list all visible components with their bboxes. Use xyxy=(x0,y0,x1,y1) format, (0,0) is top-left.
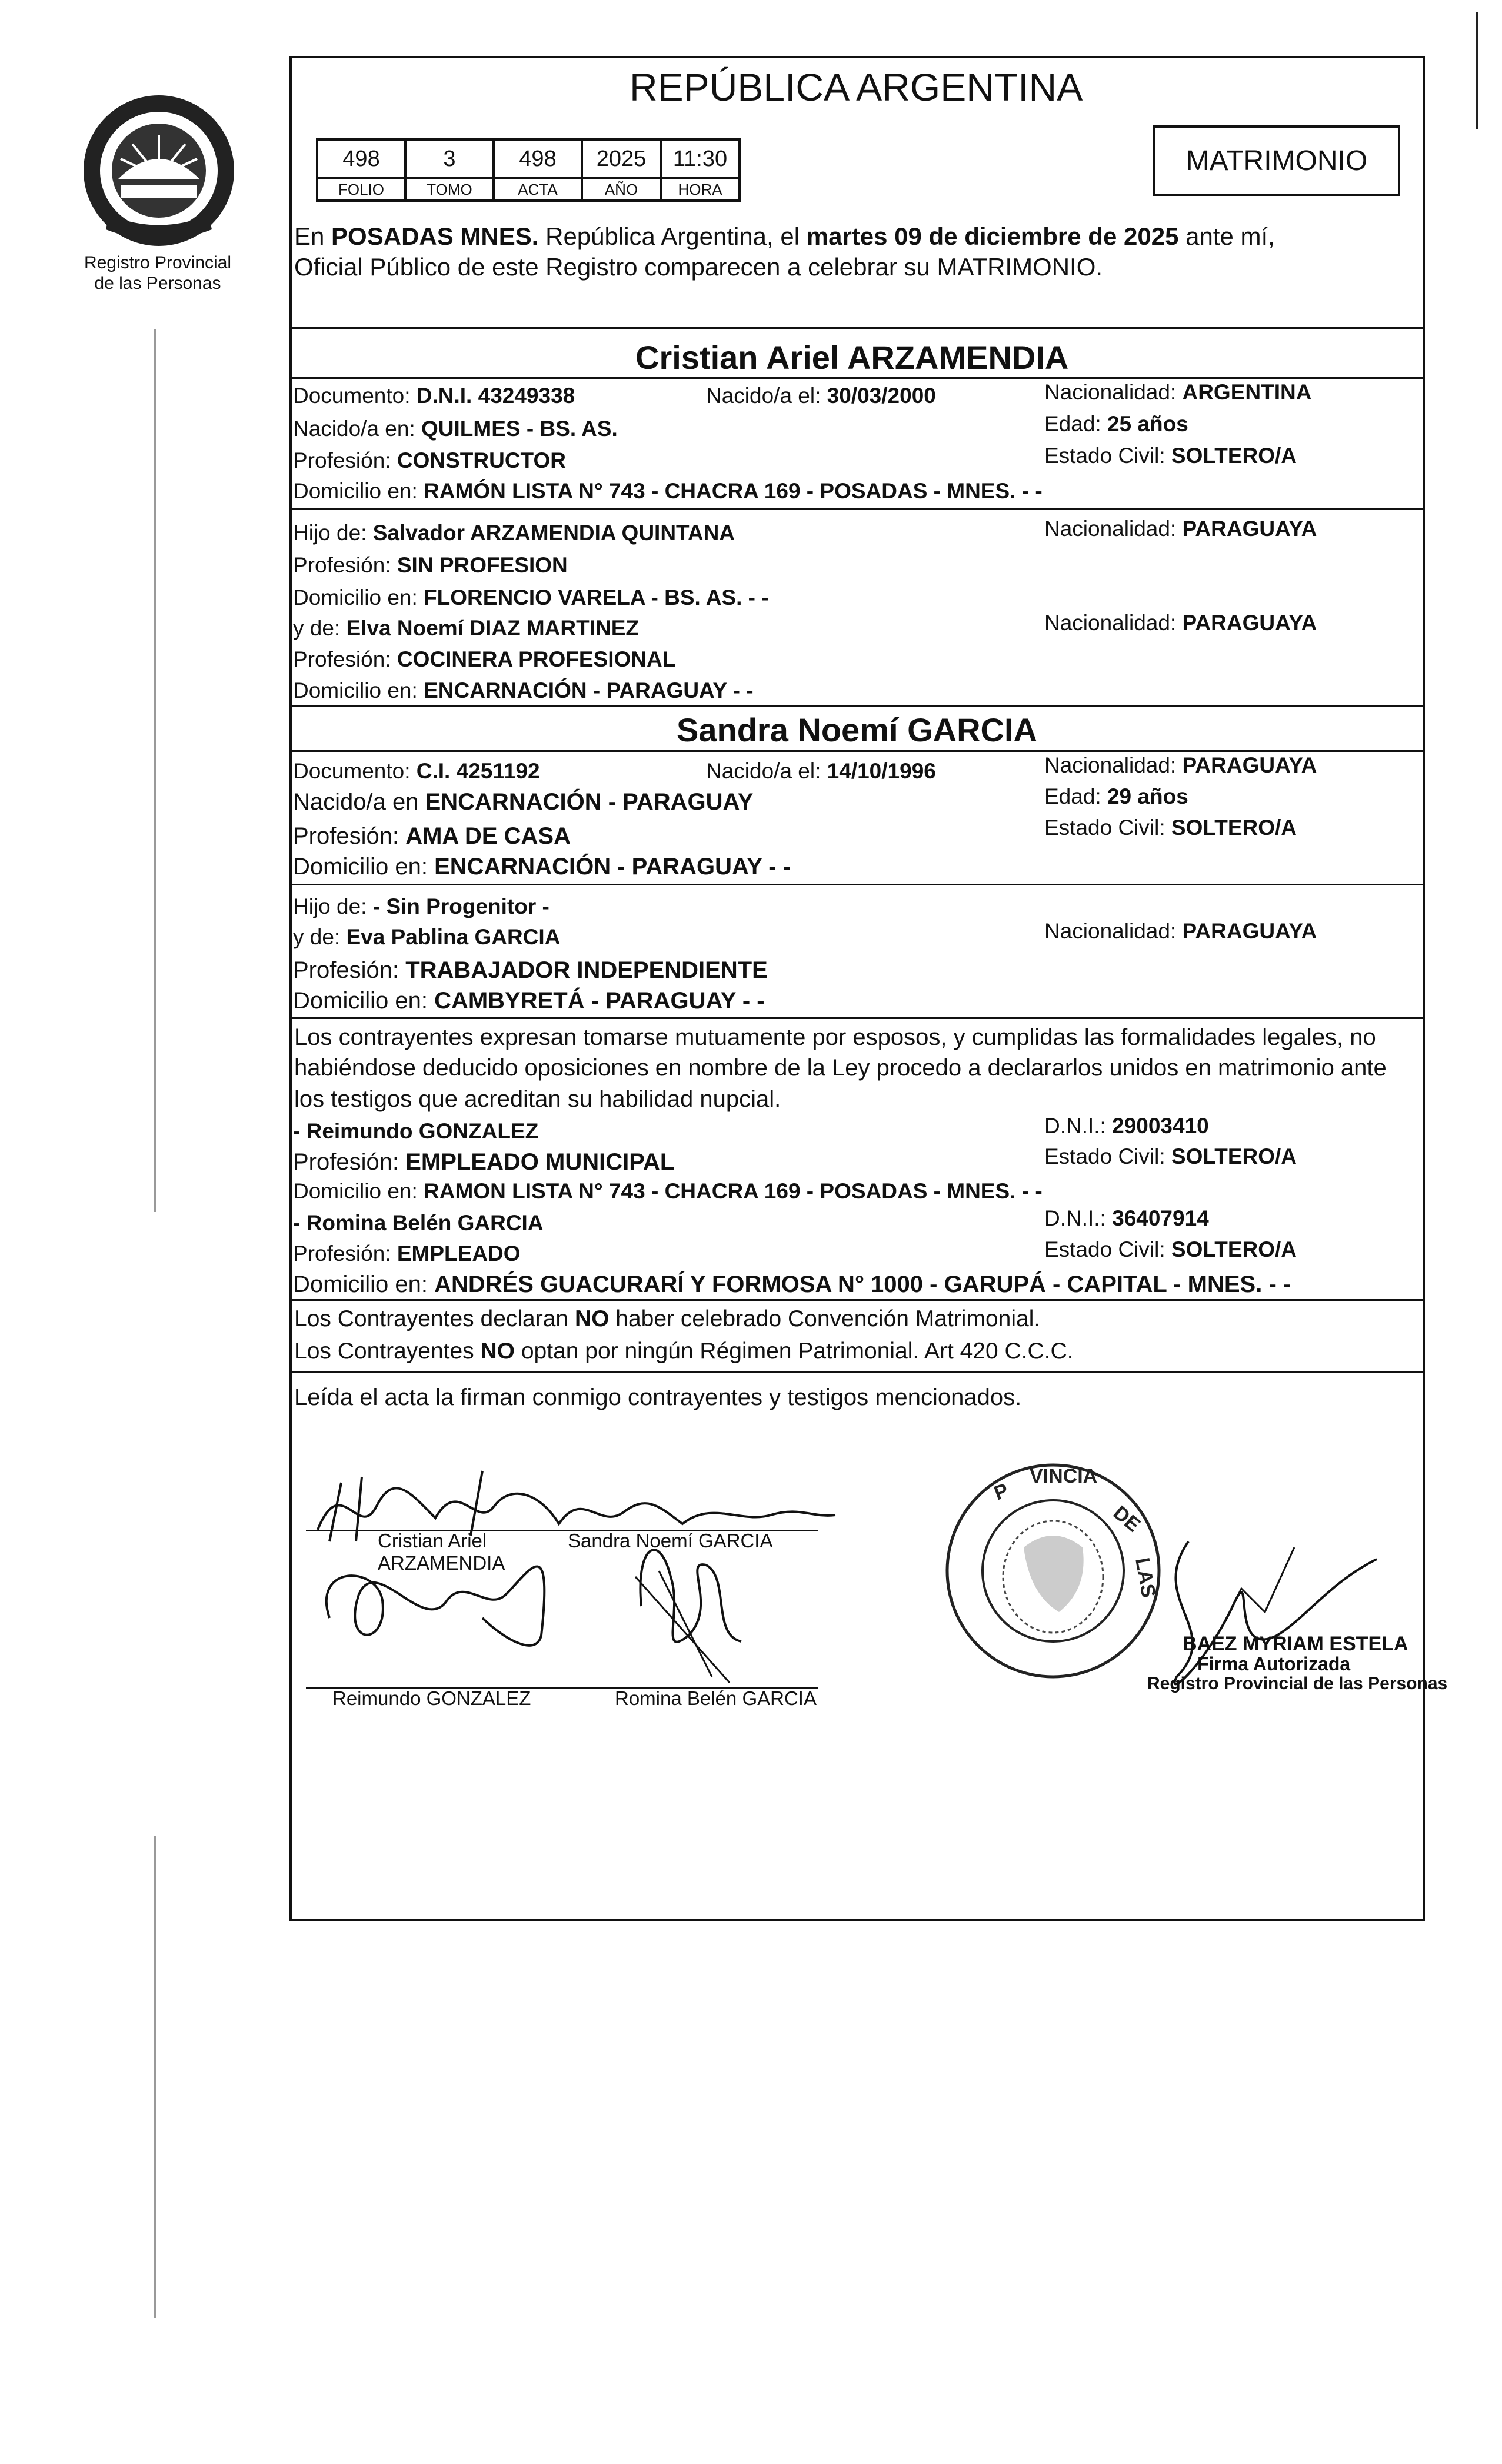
closing-statement: Leída el acta la firman conmigo contrayentes y testigos mencionados. xyxy=(294,1384,1022,1410)
intro-place: POSADAS MNES. xyxy=(331,222,539,250)
c2-document: Documento: C.I. 4251192 xyxy=(293,759,540,783)
witness2-address: Domicilio en: ANDRÉS GUACURARÍ Y FORMOSA N° 1000 - GARUPÁ - CAPITAL - MNES. - - xyxy=(293,1271,1291,1297)
signature-label-3: Reimundo GONZALEZ xyxy=(332,1687,531,1709)
signature-label-1-line1: Cristian Ariel xyxy=(378,1530,487,1551)
logo-caption-line1: Registro Provincial xyxy=(84,253,232,272)
c1-father-profession: Profesión: SIN PROFESION xyxy=(293,553,568,577)
declaration-line-1: Los contrayentes expresan tomarse mutuamente por esposos, y cumplidas las formalidades legales, no xyxy=(294,1024,1376,1050)
official-name: BAEZ MYRIAM ESTELA xyxy=(1183,1633,1408,1655)
c1-mother-profession: Profesión: COCINERA PROFESIONAL xyxy=(293,647,676,671)
document-type: MATRIMONIO xyxy=(1185,145,1368,177)
witness2-profession: Profesión: EMPLEADO xyxy=(293,1241,521,1266)
c2-age: Edad: 29 años xyxy=(1044,784,1188,808)
contrayente2-name: Sandra Noemí GARCIA xyxy=(677,711,1037,748)
c1-age: Edad: 25 años xyxy=(1044,412,1188,436)
document-type-box xyxy=(1153,125,1400,196)
c1-mother-address: Domicilio en: ENCARNACIÓN - PARAGUAY - - xyxy=(293,678,754,702)
agreement-regime: Los Contrayentes NO optan por ningún Régimen Patrimonial. Art 420 C.C.C. xyxy=(294,1338,1074,1364)
witness1-profession: Profesión: EMPLEADO MUNICIPAL xyxy=(293,1149,675,1175)
c1-address: Domicilio en: RAMÓN LISTA N° 743 - CHACRA 169 - POSADAS - MNES. - - xyxy=(293,479,1043,503)
c2-mother-nationality: Nacionalidad: PARAGUAYA xyxy=(1044,919,1317,943)
tomo-label: TOMO xyxy=(405,178,494,201)
registry-table xyxy=(316,138,741,202)
c2-civil-status: Estado Civil: SOLTERO/A xyxy=(1044,815,1297,840)
intro-line-1 xyxy=(294,222,1275,251)
margin-mark xyxy=(154,1836,156,2318)
intro-line-2: Oficial Público de este Registro comparecen a celebrar su MATRIMONIO. xyxy=(294,253,1103,281)
margin-mark xyxy=(154,329,156,1212)
svg-text:DE: DE xyxy=(1108,1501,1145,1537)
acta-value: 498 xyxy=(494,139,582,178)
signature-label-2: Sandra Noemí GARCIA xyxy=(568,1530,773,1551)
c1-civil-status: Estado Civil: SOLTERO/A xyxy=(1044,444,1297,468)
anio-label: AÑO xyxy=(582,178,661,201)
declaration-line-3: los testigos que acreditan su habilidad nupcial. xyxy=(294,1086,781,1112)
contrayente1-name: Cristian Ariel ARZAMENDIA xyxy=(635,339,1069,376)
logo-caption-line2: de las Personas xyxy=(94,273,221,293)
witness1-civil-status: Estado Civil: SOLTERO/A xyxy=(1044,1144,1297,1168)
divider xyxy=(289,1299,1425,1301)
c2-birthplace: Nacido/a en ENCARNACIÓN - PARAGUAY xyxy=(293,789,754,815)
c1-mother-nationality: Nacionalidad: PARAGUAYA xyxy=(1044,611,1317,635)
divider xyxy=(289,508,1425,510)
c1-father: Hijo de: Salvador ARZAMENDIA QUINTANA xyxy=(293,521,735,545)
witness1-dni: D.N.I.: 29003410 xyxy=(1044,1114,1209,1138)
logo-caption xyxy=(64,253,252,294)
agreement-convention: Los Contrayentes declaran NO haber celebrado Convención Matrimonial. xyxy=(294,1306,1041,1331)
divider xyxy=(289,1017,1425,1019)
signature-label-1 xyxy=(378,1530,505,1574)
c2-mother-profession: Profesión: TRABAJADOR INDEPENDIENTE xyxy=(293,957,768,983)
official-role: Firma Autorizada xyxy=(1197,1653,1351,1674)
declaration-line-2: habiéndose deducido oposiciones en nombre de la Ley procedo a declararlos unidos en matrimonio ante xyxy=(294,1055,1387,1081)
margin-mark xyxy=(1476,12,1478,129)
svg-text:P: P xyxy=(991,1479,1012,1505)
divider xyxy=(289,377,1425,379)
svg-text:VINCIA: VINCIA xyxy=(1030,1465,1098,1487)
divider xyxy=(289,705,1425,707)
divider xyxy=(289,884,1425,885)
c2-mother: y de: Eva Pablina GARCIA xyxy=(293,925,561,949)
witness2-name: - Romina Belén GARCIA xyxy=(293,1211,544,1235)
folio-value: 498 xyxy=(317,139,405,178)
c2-father: Hijo de: - Sin Progenitor - xyxy=(293,894,549,918)
c1-father-address: Domicilio en: FLORENCIO VARELA - BS. AS. - - xyxy=(293,585,769,610)
intro-text: República Argentina, el xyxy=(538,222,807,250)
official-office: Registro Provincial de las Personas xyxy=(1147,1674,1448,1693)
c2-mother-address: Domicilio en: CAMBYRETÁ - PARAGUAY - - xyxy=(293,988,765,1014)
witness1-address: Domicilio en: RAMON LISTA N° 743 - CHACRA 169 - POSADAS - MNES. - - xyxy=(293,1179,1043,1203)
c1-birthdate: Nacido/a el: 30/03/2000 xyxy=(706,384,936,408)
witness1-name: - Reimundo GONZALEZ xyxy=(293,1119,539,1143)
c1-profession: Profesión: CONSTRUCTOR xyxy=(293,448,566,472)
svg-text:LAS: LAS xyxy=(1131,1556,1160,1600)
c1-document: Documento: D.N.I. 43249338 xyxy=(293,384,575,408)
anio-value: 2025 xyxy=(582,139,661,178)
official-stamp xyxy=(941,1459,1165,1683)
signature-scribbles xyxy=(306,1459,894,1724)
c1-birthplace: Nacido/a en: QUILMES - BS. AS. xyxy=(293,417,618,441)
c1-father-nationality: Nacionalidad: PARAGUAYA xyxy=(1044,517,1317,541)
intro-text: ante mí, xyxy=(1178,222,1275,250)
divider xyxy=(289,327,1425,329)
tomo-value: 3 xyxy=(405,139,494,178)
signature-label-4: Romina Belén GARCIA xyxy=(615,1687,817,1709)
c2-nationality: Nacionalidad: PARAGUAYA xyxy=(1044,753,1317,777)
witness2-dni: D.N.I.: 36407914 xyxy=(1044,1206,1209,1230)
c2-birthdate: Nacido/a el: 14/10/1996 xyxy=(706,759,936,783)
divider xyxy=(289,750,1425,752)
intro-date: martes 09 de diciembre de 2025 xyxy=(806,222,1179,250)
c2-address: Domicilio en: ENCARNACIÓN - PARAGUAY - - xyxy=(293,854,791,880)
c1-mother: y de: Elva Noemí DIAZ MARTINEZ xyxy=(293,616,639,640)
hora-value: 11:30 xyxy=(661,139,740,178)
c2-profession: Profesión: AMA DE CASA xyxy=(293,823,571,849)
page-title: REPÚBLICA ARGENTINA xyxy=(630,65,1083,109)
signature-label-1-line2: ARZAMENDIA xyxy=(378,1551,505,1574)
registry-logo xyxy=(71,82,247,259)
intro-text: En xyxy=(294,222,332,250)
divider xyxy=(289,1371,1425,1373)
c1-nationality: Nacionalidad: ARGENTINA xyxy=(1044,380,1312,404)
acta-label: ACTA xyxy=(494,178,582,201)
folio-label: FOLIO xyxy=(317,178,405,201)
witness2-civil-status: Estado Civil: SOLTERO/A xyxy=(1044,1237,1297,1261)
hora-label: HORA xyxy=(661,178,740,201)
